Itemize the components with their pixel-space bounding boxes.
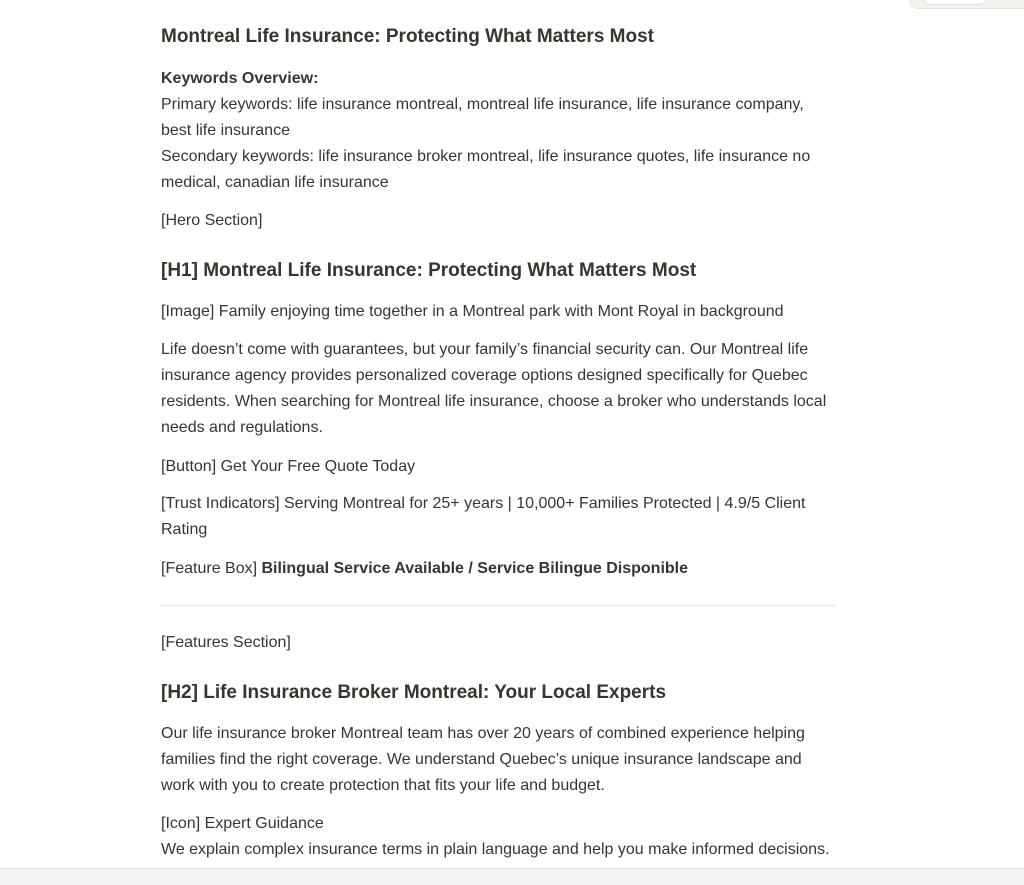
features-section-label: [Features Section]: [161, 634, 291, 651]
secondary-keywords: Secondary keywords: life insurance broker montreal, life insurance quotes, life insurance no medical, canadian life insurance: [161, 148, 811, 191]
expert-guidance-text: We explain complex insurance terms in plain language and help you make informed decisions.: [161, 841, 830, 858]
hero-section-label: [Hero Section]: [161, 212, 263, 229]
bottom-edge-bar: [0, 868, 1024, 885]
hero-image-placeholder: [Image] Family enjoying time together in a Montreal park with Mont Royal in background: [161, 303, 784, 320]
expert-guidance-item: [161, 811, 835, 863]
trust-indicators: [Trust Indicators] Serving Montreal for 25+ years | 10,000+ Families Protected | 4.9/5 Client Rating: [161, 495, 806, 538]
feature-box-text: Bilingual Service Available / Service Bilingue Disponible: [261, 560, 689, 577]
feature-box-prefix: [Feature Box]: [161, 560, 258, 577]
primary-keywords: Primary keywords: life insurance montreal, montreal life insurance, life insurance company, best life insurance: [161, 96, 804, 139]
feature-box: [161, 556, 835, 582]
hero-button-placeholder: [Button] Get Your Free Quote Today: [161, 458, 416, 475]
hero-h1: [H1] Montreal Life Insurance: Protecting What Matters Most: [161, 260, 697, 281]
document-page: [161, 0, 835, 868]
expert-guidance-label: [Icon] Expert Guidance: [161, 815, 324, 832]
top-right-control[interactable]: [909, 0, 1024, 9]
features-h2: [H2] Life Insurance Broker Montreal: Your Local Experts: [161, 682, 667, 703]
keywords-label: Keywords Overview:: [161, 70, 319, 87]
keywords-overview: [161, 66, 835, 196]
hero-intro-paragraph: Life doesn’t come with guarantees, but your family’s financial security can. Our Montreal life insurance agency provides personalized coverage options designed specifically for Quebec residents. When searching for Montreal life insurance, choose a broker who understands local needs and regulations.: [161, 341, 827, 436]
section-divider: [161, 605, 835, 606]
features-intro-paragraph: Our life insurance broker Montreal team has over 20 years of combined experience helping families find the right coverage. We understand Quebec’s unique insurance landscape and work with you to create protection that fits your life and budget.: [161, 725, 805, 794]
top-right-control-knob: [924, 0, 986, 5]
page-title: Montreal Life Insurance: Protecting What Matters Most: [161, 26, 654, 47]
